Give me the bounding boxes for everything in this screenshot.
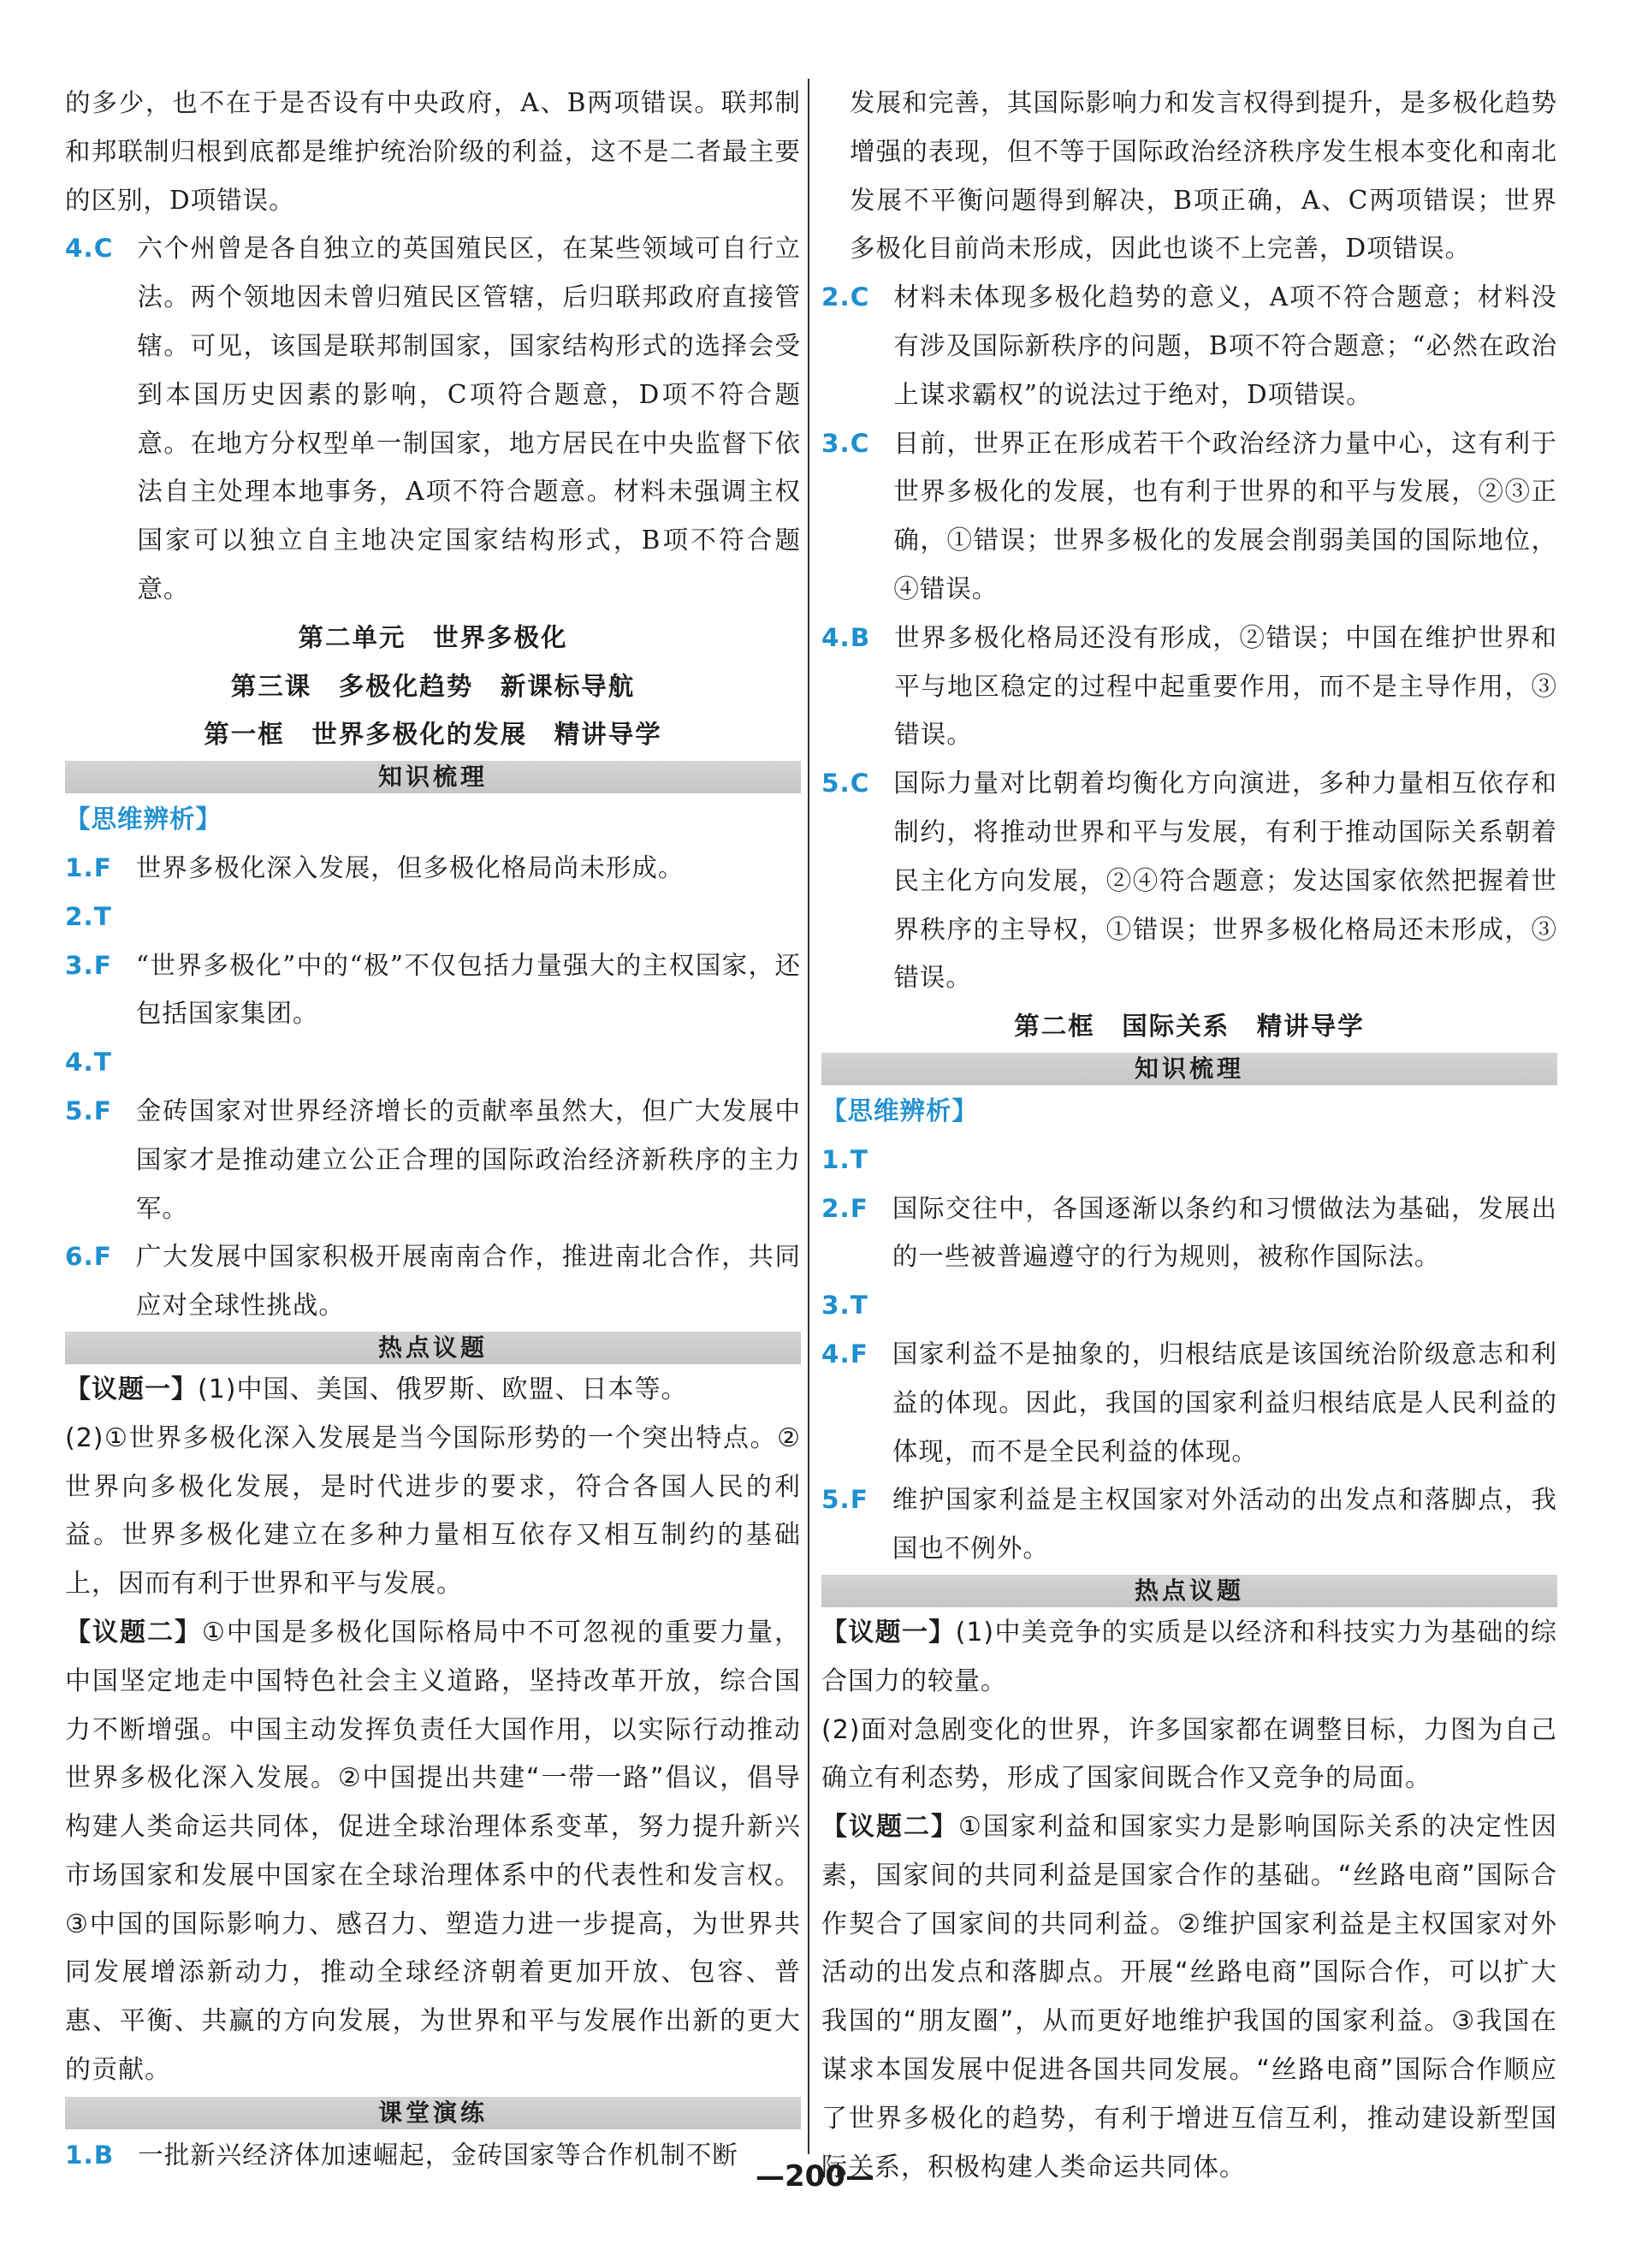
practice-item xyxy=(821,759,1557,1002)
judge-text: 维护国家利益是主权国家对外活动的出发点和落脚点，我国也不例外。 xyxy=(892,1485,1557,1564)
issue-text: ①中国是多极化国际格局中不可忽视的重要力量，中国坚定地走中国特色社会主义道路，坚持改革开放，综合国力不断增强。中国主动发挥负责任大国作用，以实际行动推动世界多极化深入发展。②中国提出共建“一带一路”倡议，倡导构建人类命运共同体，促进全球治理体系变革，努力提升新兴市场国家和发展中国家在全球治理体系中的代表性和发言权。③中国的国际影响力、感召力、塑造力进一步提高，为世界共同发展增添新动力，推动全球经济朝着更加开放、包容、普惠、平衡、共赢的方向发展，为世界和平与发展作出新的更大的贡献。 xyxy=(65,1617,802,2086)
judge-number: 4.T xyxy=(65,1048,112,1078)
practice-number: 5.C xyxy=(821,769,870,799)
page-number: —200— xyxy=(756,2159,874,2194)
practice-text: 世界多极化格局还没有形成，②错误；中国在维护世界和平与地区稳定的过程中起重要作用，而不是主导作用，③错误。 xyxy=(894,622,1557,750)
section-bar-knowledge: 知识梳理 xyxy=(821,1053,1557,1085)
practice-text: 材料未体现多极化趋势的意义，A项不符合题意；材料没有涉及国际新秩序的问题，B项不符合题意；“必然在政治上谋求霸权”的说法过于绝对，D项错误。 xyxy=(893,282,1557,409)
lesson-title: 第三课 多极化趋势 新课标导航 xyxy=(230,671,636,701)
frame-title: 第一框 世界多极化的发展 精讲导学 xyxy=(204,720,662,750)
issue-text: (1)中美竞争的实质是以经济和科技实力为基础的综合国力的较量。 xyxy=(821,1617,1558,1696)
thinking-tag: 【思维辨析】 xyxy=(65,804,222,834)
judge-text: 广大发展中国家积极开展南南合作，推进南北合作，共同应对全球性挑战。 xyxy=(135,1242,801,1321)
judge-number: 2.T xyxy=(65,901,112,931)
issue-two xyxy=(821,1803,1557,2192)
practice-continuation: 发展和完善，其国际影响力和发言权得到提升，是多极化趋势增强的表现，但不等于国际政治经济秩序发生根本变化和南北发展不平衡问题得到解决，B项正确，A、C两项错误；世界多极化目前尚未形成，因此也谈不上完善，D项错误。 xyxy=(850,88,1557,264)
practice-item xyxy=(821,614,1557,759)
issue-one xyxy=(65,1366,801,1415)
issue-tag: 【议题二】 xyxy=(65,1617,203,1648)
frame-title: 第二框 国际关系 精讲导学 xyxy=(1014,1012,1365,1042)
issue-tag: 【议题一】 xyxy=(821,1617,956,1648)
section-bar-hot-topics: 热点议题 xyxy=(821,1575,1557,1607)
judge-item xyxy=(65,941,801,1039)
judge-item xyxy=(821,1136,1557,1184)
section-bar-practice: 课堂演练 xyxy=(65,2097,801,2129)
practice-number: 2.C xyxy=(821,282,870,312)
issue-text: (1)中国、美国、俄罗斯、欧盟、日本等。 xyxy=(198,1374,688,1404)
judge-item xyxy=(821,1281,1557,1330)
practice-text: 目前，世界正在形成若干个政治经济力量中心，这有利于世界多极化的发展，也有利于世界的和平与发展，②③正确，①错误；世界多极化的发展会削弱美国的国际地位，④错误。 xyxy=(893,428,1557,603)
judge-number: 5.F xyxy=(821,1485,868,1515)
practice-text: 一批新兴经济体加速崛起，金砖国家等合作机制不断 xyxy=(138,2140,738,2170)
answer-number: 4.C xyxy=(65,234,114,264)
practice-item xyxy=(821,419,1557,614)
thinking-tag: 【思维辨析】 xyxy=(821,1095,979,1125)
judge-number: 1.F xyxy=(65,852,112,882)
judge-text: 世界多极化深入发展，但多极化格局尚未形成。 xyxy=(135,852,685,882)
practice-item xyxy=(821,273,1557,419)
judge-item xyxy=(65,893,801,941)
judge-number: 4.F xyxy=(821,1339,868,1369)
unit-title: 第二单元 世界多极化 xyxy=(298,622,568,652)
judge-text: 国家利益不是抽象的，归根结底是该国统治阶级意志和利益的体现。因此，我国的国家利益归根结底是人民利益的体现，而不是全民利益的体现。 xyxy=(892,1339,1557,1466)
judge-item xyxy=(65,1038,801,1087)
judge-number: 2.F xyxy=(821,1193,868,1223)
section-bar-knowledge: 知识梳理 xyxy=(65,761,801,793)
judge-number: 3.T xyxy=(821,1291,868,1321)
practice-number: 1.B xyxy=(65,2140,115,2170)
judge-number: 3.F xyxy=(65,950,112,980)
right-column xyxy=(821,79,1557,2192)
judge-text: 金砖国家对世界经济增长的贡献率虽然大，但广大发展中国家才是推动建立公正合理的国际政治经济新秩序的主力军。 xyxy=(135,1095,801,1223)
judge-text xyxy=(892,1136,1557,1184)
issue-two xyxy=(65,1609,801,2095)
judge-item xyxy=(821,1184,1557,1282)
answer-4c xyxy=(65,224,801,613)
judge-item xyxy=(821,1475,1557,1573)
issue-tag: 【议题一】 xyxy=(65,1374,198,1404)
section-bar-hot-topics: 热点议题 xyxy=(65,1332,801,1364)
practice-text: 国际力量对比朝着均衡化方向演进，多种力量相互依存和制约，将推动世界和平与发展，有利于推动国际关系朝着民主化方向发展，②④符合题意；发达国家依然把握着世界秩序的主导权，①错误；世界多极化格局还未形成，③错误。 xyxy=(893,769,1557,993)
judge-text xyxy=(136,893,801,941)
judge-text xyxy=(136,1038,801,1087)
judge-text xyxy=(892,1281,1557,1330)
issue-tag: 【议题二】 xyxy=(821,1812,959,1843)
judge-text: 国际交往中，各国逐渐以条约和习惯做法为基础，发展出的一些被普遍遵守的行为规则，被称作国际法。 xyxy=(892,1193,1557,1272)
column-divider xyxy=(808,79,809,2154)
issue-text: ①国家利益和国家实力是影响国际关系的决定性因素，国家间的共同利益是国家合作的基础。“丝路电商”国际合作契合了国家间的共同利益。②维护国家利益是主权国家对外活动的出发点和落脚点。开展“丝路电商”国际合作，可以扩大我国的“朋友圈”，从而更好地维护我国的国家利益。③我国在谋求本国发展中促进各国共同发展。“丝路电商”国际合作顺应了世界多极化的趋势，有利于增进互信互利，推动建设新型国际关系，积极构建人类命运共同体。 xyxy=(821,1812,1558,2182)
judge-item xyxy=(65,844,801,893)
judge-item xyxy=(821,1330,1557,1475)
issue-one-part-two: (2)面对急剧变化的世界，许多国家都在调整目标，力图为自己确立有利态势，形成了国家间既合作又竞争的局面。 xyxy=(821,1714,1557,1794)
issue-one xyxy=(821,1609,1557,1707)
judge-number: 6.F xyxy=(65,1242,112,1272)
judge-text: “世界多极化”中的“极”不仅包括力量强大的主权国家，还包括国家集团。 xyxy=(135,950,801,1029)
judge-number: 1.T xyxy=(821,1144,868,1174)
judge-item xyxy=(65,1087,801,1232)
left-intro: 的多少，也不在于是否设有中央政府，A、B两项错误。联邦制和邦联制归根到底都是维护统治阶级的利益，这不是二者最主要的区别，D项错误。 xyxy=(65,88,801,215)
issue-one-part-two: (2)①世界多极化深入发展是当今国际形势的一个突出特点。②世界向多极化发展，是时代进步的要求，符合各国人民的利益。世界多极化建立在多种力量相互依存又相互制约的基础上，因而有利于世界和平与发展。 xyxy=(65,1422,801,1600)
practice-number: 4.B xyxy=(821,622,871,652)
answer-text: 六个州曾是各自独立的英国殖民区，在某些领域可自行立法。两个领地因未曾归殖民区管辖，后归联邦政府直接管辖。可见，该国是联邦制国家，国家结构形式的选择会受到本国历史因素的影响，C项符合题意，D项不符合题意。在地方分权型单一制国家，地方居民在中央监督下依法自主处理本地事务，A项不符合题意。材料未强调主权国家可以独立自主地决定国家结构形式，B项不符合题意。 xyxy=(137,234,801,603)
left-column xyxy=(65,79,801,2180)
judge-number: 5.F xyxy=(65,1095,112,1125)
judge-item xyxy=(65,1232,801,1330)
practice-number: 3.C xyxy=(821,428,870,458)
